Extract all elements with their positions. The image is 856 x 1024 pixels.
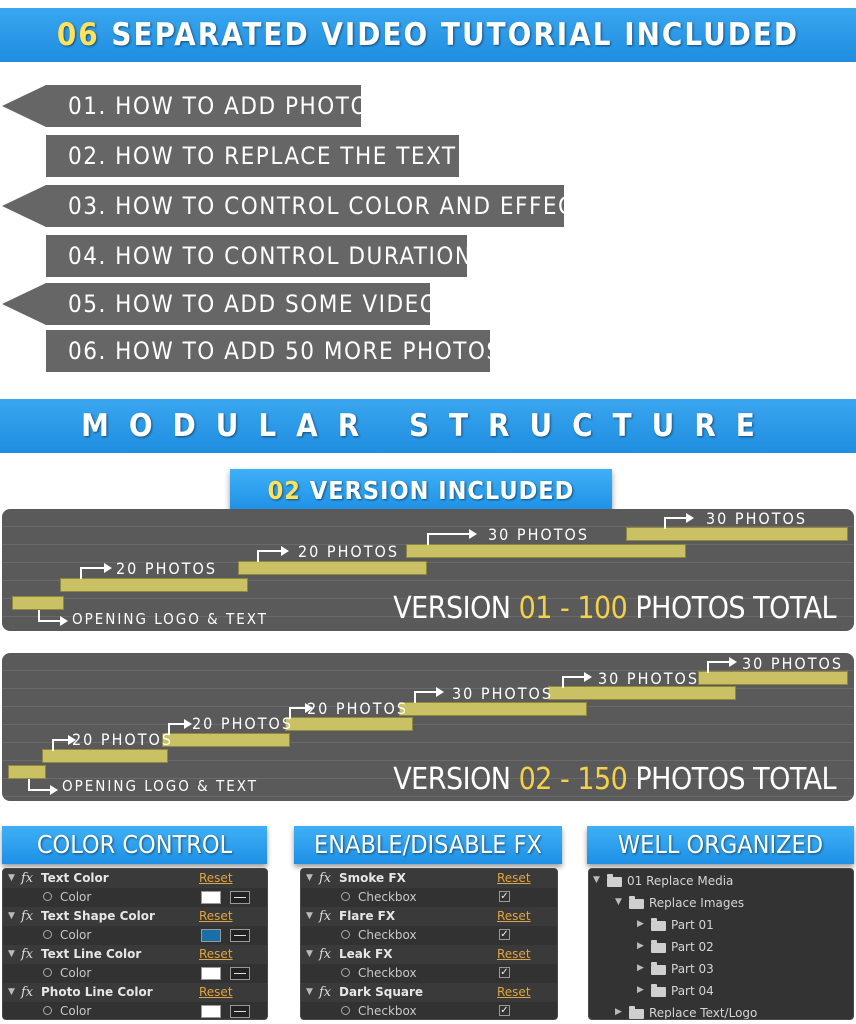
version2-total [393, 762, 836, 797]
folder-row[interactable] [589, 870, 853, 892]
folder-name: Part 01 [671, 918, 714, 932]
opening-label: OPENING LOGO & TEXT [62, 777, 258, 795]
expand-triangle-icon[interactable]: ▼ [8, 949, 15, 959]
property-row [301, 964, 557, 983]
timeline-bar [626, 527, 848, 541]
tutorial-banner-title: SEPARATED VIDEO TUTORIAL INCLUDED [99, 17, 800, 53]
eyedropper-icon[interactable] [230, 967, 250, 980]
modular-structure-banner: MODULAR STRUCTURE [0, 399, 856, 453]
version-dash: - [551, 591, 578, 626]
folder-name: 01 Replace Media [627, 874, 734, 888]
fx-icon: fx [21, 871, 34, 886]
folder-row[interactable] [589, 892, 853, 914]
timeline-label: 20 PHOTOS [116, 559, 217, 578]
eyedropper-icon[interactable] [230, 1005, 250, 1018]
stopwatch-icon[interactable] [341, 930, 350, 939]
folder-name: Part 03 [671, 962, 714, 976]
version-prefix: VERSION [393, 762, 519, 797]
property-row [3, 1002, 267, 1020]
stopwatch-icon[interactable] [43, 1006, 52, 1015]
timeline-bar [238, 561, 427, 575]
stopwatch-icon[interactable] [341, 968, 350, 977]
timeline-bar [42, 749, 168, 763]
version-suffix: PHOTOS TOTAL [627, 591, 836, 626]
collapse-triangle-icon[interactable]: ▶ [615, 1007, 622, 1017]
expand-triangle-icon[interactable]: ▼ [8, 873, 15, 883]
effect-row[interactable] [301, 907, 557, 926]
property-name: Color [60, 966, 92, 980]
reset-link[interactable]: Reset [497, 947, 531, 961]
tutorial-item: 05. HOW TO ADD SOME VIDEO [46, 283, 430, 325]
expand-triangle-icon[interactable]: ▼ [8, 987, 15, 997]
collapse-triangle-icon[interactable]: ▶ [637, 985, 644, 995]
property-name: Checkbox [358, 1004, 417, 1018]
label-arrow [562, 676, 584, 688]
tutorial-item: 04. HOW TO CONTROL DURATION [46, 235, 467, 277]
label-arrow [414, 691, 436, 703]
tutorial-banner [0, 8, 856, 62]
label-arrow [289, 707, 305, 719]
expand-triangle-icon[interactable]: ▼ [306, 911, 313, 921]
effect-name: Photo Line Color [41, 985, 153, 999]
timeline-bar [60, 578, 248, 592]
organized-panel [588, 868, 854, 1020]
folder-icon [607, 877, 622, 887]
tutorial-item: 01. HOW TO ADD PHOTO [46, 85, 361, 127]
effect-name: Leak FX [339, 947, 393, 961]
effect-row[interactable] [301, 945, 557, 964]
property-row [301, 926, 557, 945]
property-name: Checkbox [358, 966, 417, 980]
version-suffix: PHOTOS TOTAL [627, 762, 836, 797]
timeline-label: 30 PHOTOS [742, 654, 843, 673]
organized-header: WELL ORGANIZED [587, 826, 854, 864]
expand-triangle-icon[interactable]: ▼ [306, 873, 313, 883]
fx-panel [300, 868, 558, 1020]
timeline-label: 20 PHOTOS [192, 714, 293, 733]
effect-name: Flare FX [339, 909, 396, 923]
color-swatch[interactable] [201, 891, 221, 904]
fx-icon: fx [21, 985, 34, 1000]
version-number: 02 [518, 762, 552, 797]
version-included-banner [230, 469, 612, 512]
timeline-label: 20 PHOTOS [298, 542, 399, 561]
collapse-triangle-icon[interactable]: ▶ [637, 963, 644, 973]
timeline-bar [698, 671, 848, 685]
effect-row[interactable] [301, 983, 557, 1002]
eyedropper-icon[interactable] [230, 929, 250, 942]
checkbox-checked-icon[interactable]: ✓ [500, 967, 509, 978]
version-number: 01 [518, 591, 552, 626]
expand-triangle-icon[interactable]: ▼ [306, 987, 313, 997]
version-included-text: VERSION INCLUDED [300, 476, 575, 505]
property-row [3, 964, 267, 983]
effect-row[interactable] [3, 869, 267, 888]
expand-triangle-icon[interactable]: ▼ [8, 911, 15, 921]
reset-link[interactable]: Reset [199, 909, 233, 923]
effect-row[interactable] [3, 907, 267, 926]
label-arrow [52, 739, 68, 751]
label-arrow [80, 567, 104, 579]
effect-name: Text Shape Color [41, 909, 155, 923]
timeline-bar [548, 686, 736, 700]
folder-row[interactable] [589, 958, 853, 980]
checkbox-checked-icon[interactable]: ✓ [500, 891, 509, 902]
fx-icon: fx [319, 909, 332, 924]
timeline-label: 30 PHOTOS [598, 669, 699, 688]
timeline-label: 20 PHOTOS [307, 699, 408, 718]
timeline-label: 30 PHOTOS [706, 509, 807, 528]
folder-name: Part 02 [671, 940, 714, 954]
tutorial-item: 06. HOW TO ADD 50 MORE PHOTOS [46, 330, 490, 372]
photo-count: 150 [577, 762, 628, 797]
fx-icon: fx [319, 947, 332, 962]
fx-icon: fx [319, 985, 332, 1000]
effect-name: Dark Square [339, 985, 424, 999]
effect-row[interactable] [3, 983, 267, 1002]
photo-count: 100 [577, 591, 628, 626]
version-count: 02 [267, 476, 301, 505]
folder-icon [629, 899, 644, 909]
fx-header: ENABLE/DISABLE FX [294, 826, 562, 864]
stopwatch-icon[interactable] [341, 1006, 350, 1015]
folder-name: Part 04 [671, 984, 714, 998]
label-arrow [664, 517, 686, 529]
folder-row[interactable] [589, 980, 853, 1002]
label-arrow [707, 661, 729, 673]
effect-row[interactable] [3, 945, 267, 964]
reset-link[interactable]: Reset [199, 985, 233, 999]
folder-icon [651, 987, 666, 997]
color-swatch[interactable] [201, 1005, 221, 1018]
timeline-bar [406, 544, 686, 558]
folder-icon [651, 965, 666, 975]
fx-icon: fx [21, 947, 34, 962]
label-arrow [427, 533, 469, 545]
label-arrow [168, 723, 184, 735]
color-swatch[interactable] [201, 929, 221, 942]
timeline-label: 30 PHOTOS [452, 684, 553, 703]
collapse-triangle-icon[interactable]: ▶ [637, 919, 644, 929]
timeline-bar [399, 702, 587, 716]
effect-name: Text Color [41, 871, 109, 885]
stopwatch-icon[interactable] [43, 930, 52, 939]
version-prefix: VERSION [393, 591, 519, 626]
reset-link[interactable]: Reset [199, 871, 233, 885]
property-row [301, 888, 557, 907]
reset-link[interactable]: Reset [497, 985, 531, 999]
effect-name: Text Line Color [41, 947, 142, 961]
expand-triangle-icon[interactable]: ▼ [593, 875, 600, 885]
version2-timeline [2, 653, 854, 801]
tutorial-count: 06 [56, 17, 100, 53]
property-row [3, 888, 267, 907]
timeline-label: 30 PHOTOS [488, 525, 589, 544]
effect-row[interactable] [301, 869, 557, 888]
reset-link[interactable]: Reset [497, 909, 531, 923]
collapse-triangle-icon[interactable]: ▶ [637, 941, 644, 951]
fx-icon: fx [319, 871, 332, 886]
version1-timeline [2, 509, 854, 631]
version1-total [393, 591, 836, 626]
color-control-panel [2, 868, 268, 1020]
eyedropper-icon[interactable] [230, 891, 250, 904]
expand-triangle-icon[interactable]: ▼ [615, 897, 622, 907]
folder-row[interactable] [589, 1002, 853, 1020]
property-name: Color [60, 1004, 92, 1018]
opening-label: OPENING LOGO & TEXT [72, 610, 268, 628]
timeline-bar [12, 596, 64, 610]
timeline-bar [285, 717, 413, 731]
timeline-bar [8, 765, 46, 779]
folder-row[interactable] [589, 914, 853, 936]
fx-icon: fx [21, 909, 34, 924]
checkbox-checked-icon[interactable]: ✓ [500, 929, 509, 940]
stopwatch-icon[interactable] [341, 892, 350, 901]
folder-name: Replace Images [649, 896, 745, 910]
reset-link[interactable]: Reset [497, 871, 531, 885]
version-dash: - [551, 762, 578, 797]
folder-icon [629, 1009, 644, 1019]
label-arrow [28, 779, 50, 791]
effect-name: Smoke FX [339, 871, 406, 885]
folder-row[interactable] [589, 936, 853, 958]
property-name: Color [60, 890, 92, 904]
property-name: Checkbox [358, 890, 417, 904]
timeline-bar [162, 733, 290, 747]
expand-triangle-icon[interactable]: ▼ [306, 949, 313, 959]
property-name: Checkbox [358, 928, 417, 942]
label-arrow [257, 550, 281, 562]
color-control-header: COLOR CONTROL [2, 826, 267, 864]
property-row [3, 926, 267, 945]
tutorial-item: 03. HOW TO CONTROL COLOR AND EFFECT [46, 185, 564, 227]
reset-link[interactable]: Reset [199, 947, 233, 961]
stopwatch-icon[interactable] [43, 968, 52, 977]
property-row [301, 1002, 557, 1020]
timeline-label: 20 PHOTOS [72, 730, 173, 749]
tutorial-item: 02. HOW TO REPLACE THE TEXT [46, 135, 459, 177]
stopwatch-icon[interactable] [43, 892, 52, 901]
checkbox-checked-icon[interactable]: ✓ [500, 1005, 509, 1016]
folder-name: Replace Text/Logo [649, 1006, 758, 1020]
color-swatch[interactable] [201, 967, 221, 980]
folder-icon [651, 943, 666, 953]
property-name: Color [60, 928, 92, 942]
label-arrow [38, 610, 60, 622]
folder-icon [651, 921, 666, 931]
